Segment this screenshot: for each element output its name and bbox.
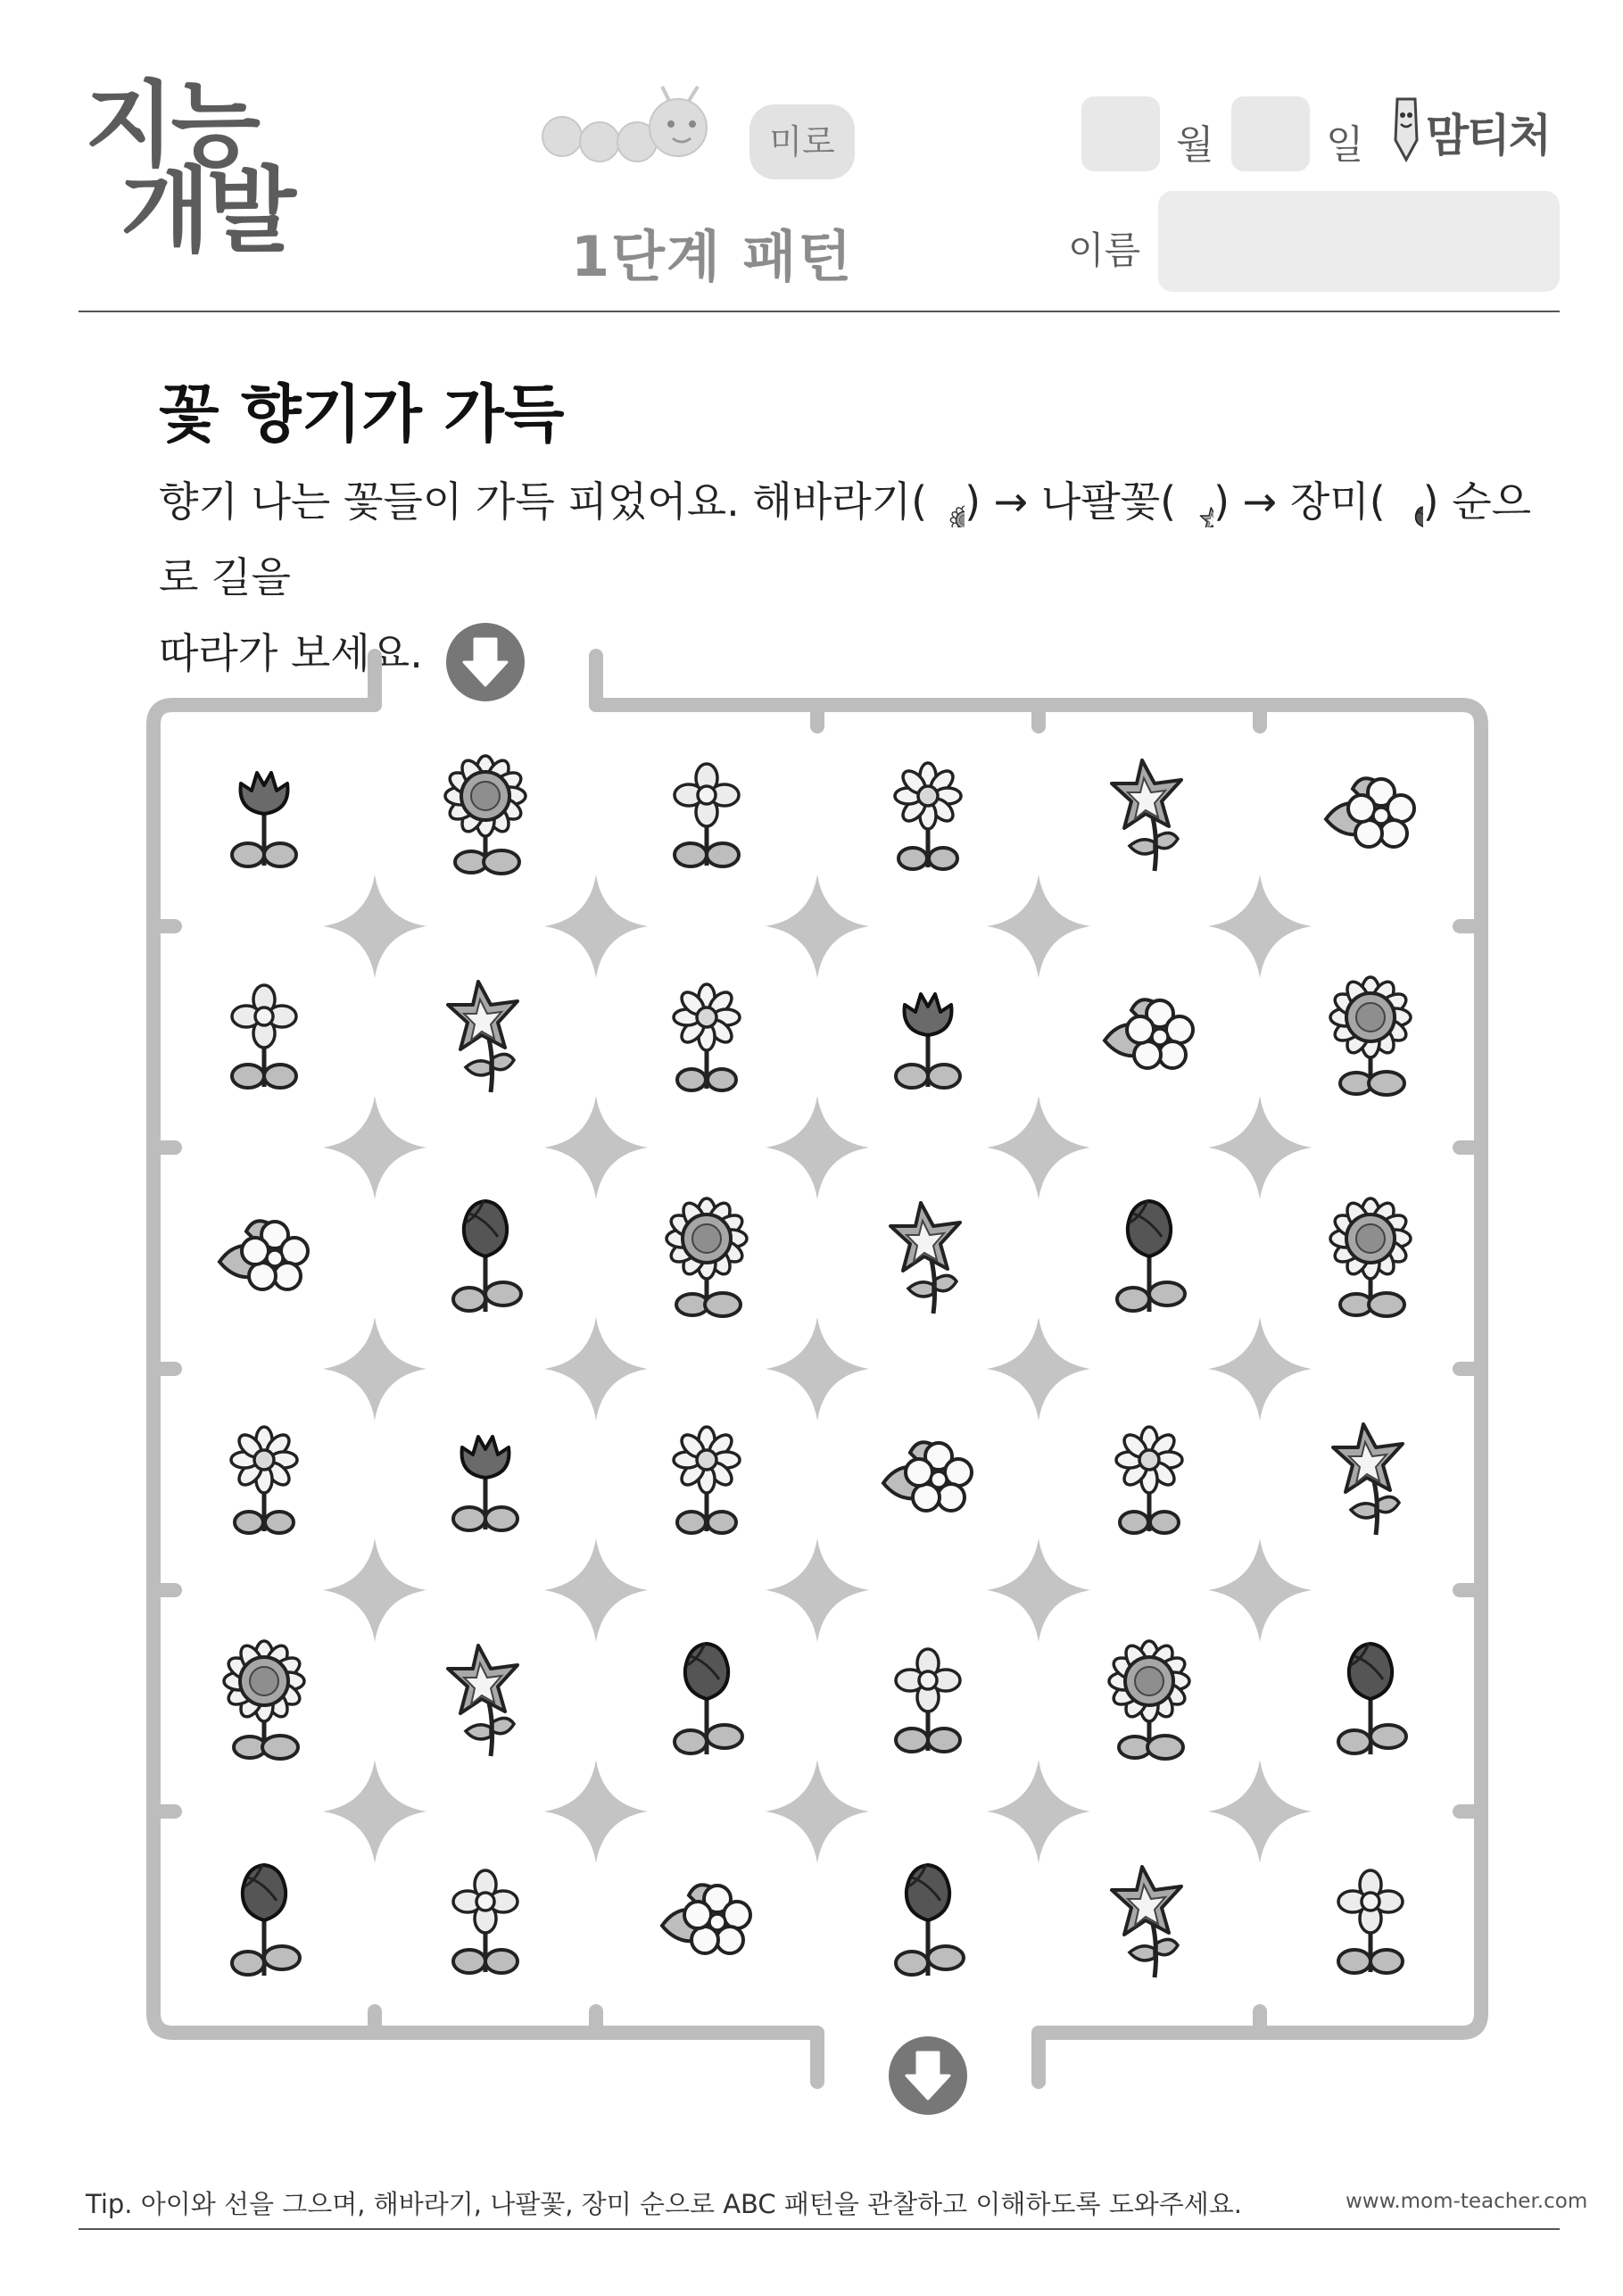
junction-star [987,1760,1090,1863]
leaf-flower-icon[interactable] [219,1221,308,1289]
leaf-flower-icon[interactable] [1105,999,1193,1068]
leaf-flower-icon[interactable] [883,1442,972,1511]
entrance-arrow-icon [446,623,525,701]
leaf-flower-icon[interactable] [1326,778,1414,847]
small-flower-icon[interactable] [1338,1870,1403,1973]
tulip-icon[interactable] [232,773,296,866]
small-flower-icon[interactable] [232,985,296,1088]
instruction-text-4: ) 순으로 길을 [159,477,1532,601]
star-flower-icon[interactable] [448,1645,518,1756]
junction-star [544,1096,648,1199]
junction-star [1208,1096,1312,1199]
footer-divider [79,2228,1560,2230]
instruction-text-2: ) → 나팔꽃( [965,477,1177,526]
tip-text: Tip. 아이와 선을 그으며, 해바라기, 나팔꽃, 장미 순으로 ABC 패턴을 관찰하고 이해하도록 도와주세요. [86,2189,1242,2219]
sunflower-icon[interactable] [1330,1198,1411,1316]
brand-logo: 맘티처 [1426,110,1550,162]
junction-star [544,1538,648,1642]
junction-star [323,1317,426,1421]
junction-star [987,1538,1090,1642]
junction-star [1208,1760,1312,1863]
sunflower-icon[interactable] [1330,977,1411,1095]
tulip-icon[interactable] [453,1437,518,1530]
star-flower-icon[interactable] [1112,1867,1181,1977]
star-flower-icon[interactable] [1112,760,1181,871]
daisy-icon[interactable] [674,984,740,1090]
star-flower-icon[interactable] [448,982,518,1092]
exit-arrow-icon [889,2036,967,2115]
junction-star [323,874,426,978]
small-flower-icon[interactable] [896,1649,960,1752]
small-flower-icon[interactable] [453,1870,518,1973]
daisy-icon[interactable] [674,1427,740,1533]
worksheet-title: 꽃 향기가 가득 [159,377,565,451]
small-flower-icon[interactable] [675,764,739,866]
sunflower-icon[interactable] [1109,1641,1189,1759]
rose-icon[interactable] [1117,1201,1185,1312]
junction-star [987,874,1090,978]
tulip-icon[interactable] [896,994,960,1088]
name-label: 이름 [1068,228,1141,272]
rose-icon[interactable] [896,1865,964,1976]
month-label: 월 [1176,122,1214,168]
junction-star [766,1096,869,1199]
category-badge: 미로 [749,104,855,179]
junction-star [1208,874,1312,978]
rose-icon[interactable] [675,1644,742,1754]
junction-star [766,1760,869,1863]
rose-icon[interactable] [232,1865,300,1976]
instruction-text-5: 따라가 보세요. [159,629,423,677]
star-flower-icon[interactable] [1333,1424,1403,1535]
junction-star [323,1538,426,1642]
junction-star [323,1096,426,1199]
instruction-text-3: ) → 장미( [1213,477,1386,526]
maze-outer-wall-left [153,705,817,2033]
sunflower-icon[interactable] [445,756,526,874]
day-label: 일 [1326,122,1364,168]
junction-star [1208,1538,1312,1642]
junction-star [544,874,648,978]
junction-star [544,1760,648,1863]
rose-icon[interactable] [453,1201,521,1312]
website-url: www.mom-teacher.com [1346,2190,1588,2213]
daisy-icon[interactable] [231,1427,297,1533]
junction-star [987,1317,1090,1421]
daisy-icon[interactable] [895,763,961,869]
junction-star [1208,1317,1312,1421]
star-flower-icon[interactable] [890,1203,960,1314]
stage-label: 1단계 패턴 [571,224,854,289]
rose-icon[interactable] [1338,1644,1406,1754]
junction-star [766,874,869,978]
leaf-flower-icon[interactable] [662,1885,750,1953]
logo-line-2: 개발 [120,156,293,265]
sunflower-icon[interactable] [224,1641,304,1759]
junction-star [766,1317,869,1421]
sunflower-icon[interactable] [667,1198,747,1316]
junction-star [544,1317,648,1421]
junction-star [323,1760,426,1863]
junction-star [766,1538,869,1642]
junction-star [987,1096,1090,1199]
logo-line-1: 지능 [85,70,257,179]
daisy-icon[interactable] [1116,1427,1182,1533]
instruction-text-1: 향기 나는 꽃들이 가득 피었어요. 해바라기( [159,477,928,526]
